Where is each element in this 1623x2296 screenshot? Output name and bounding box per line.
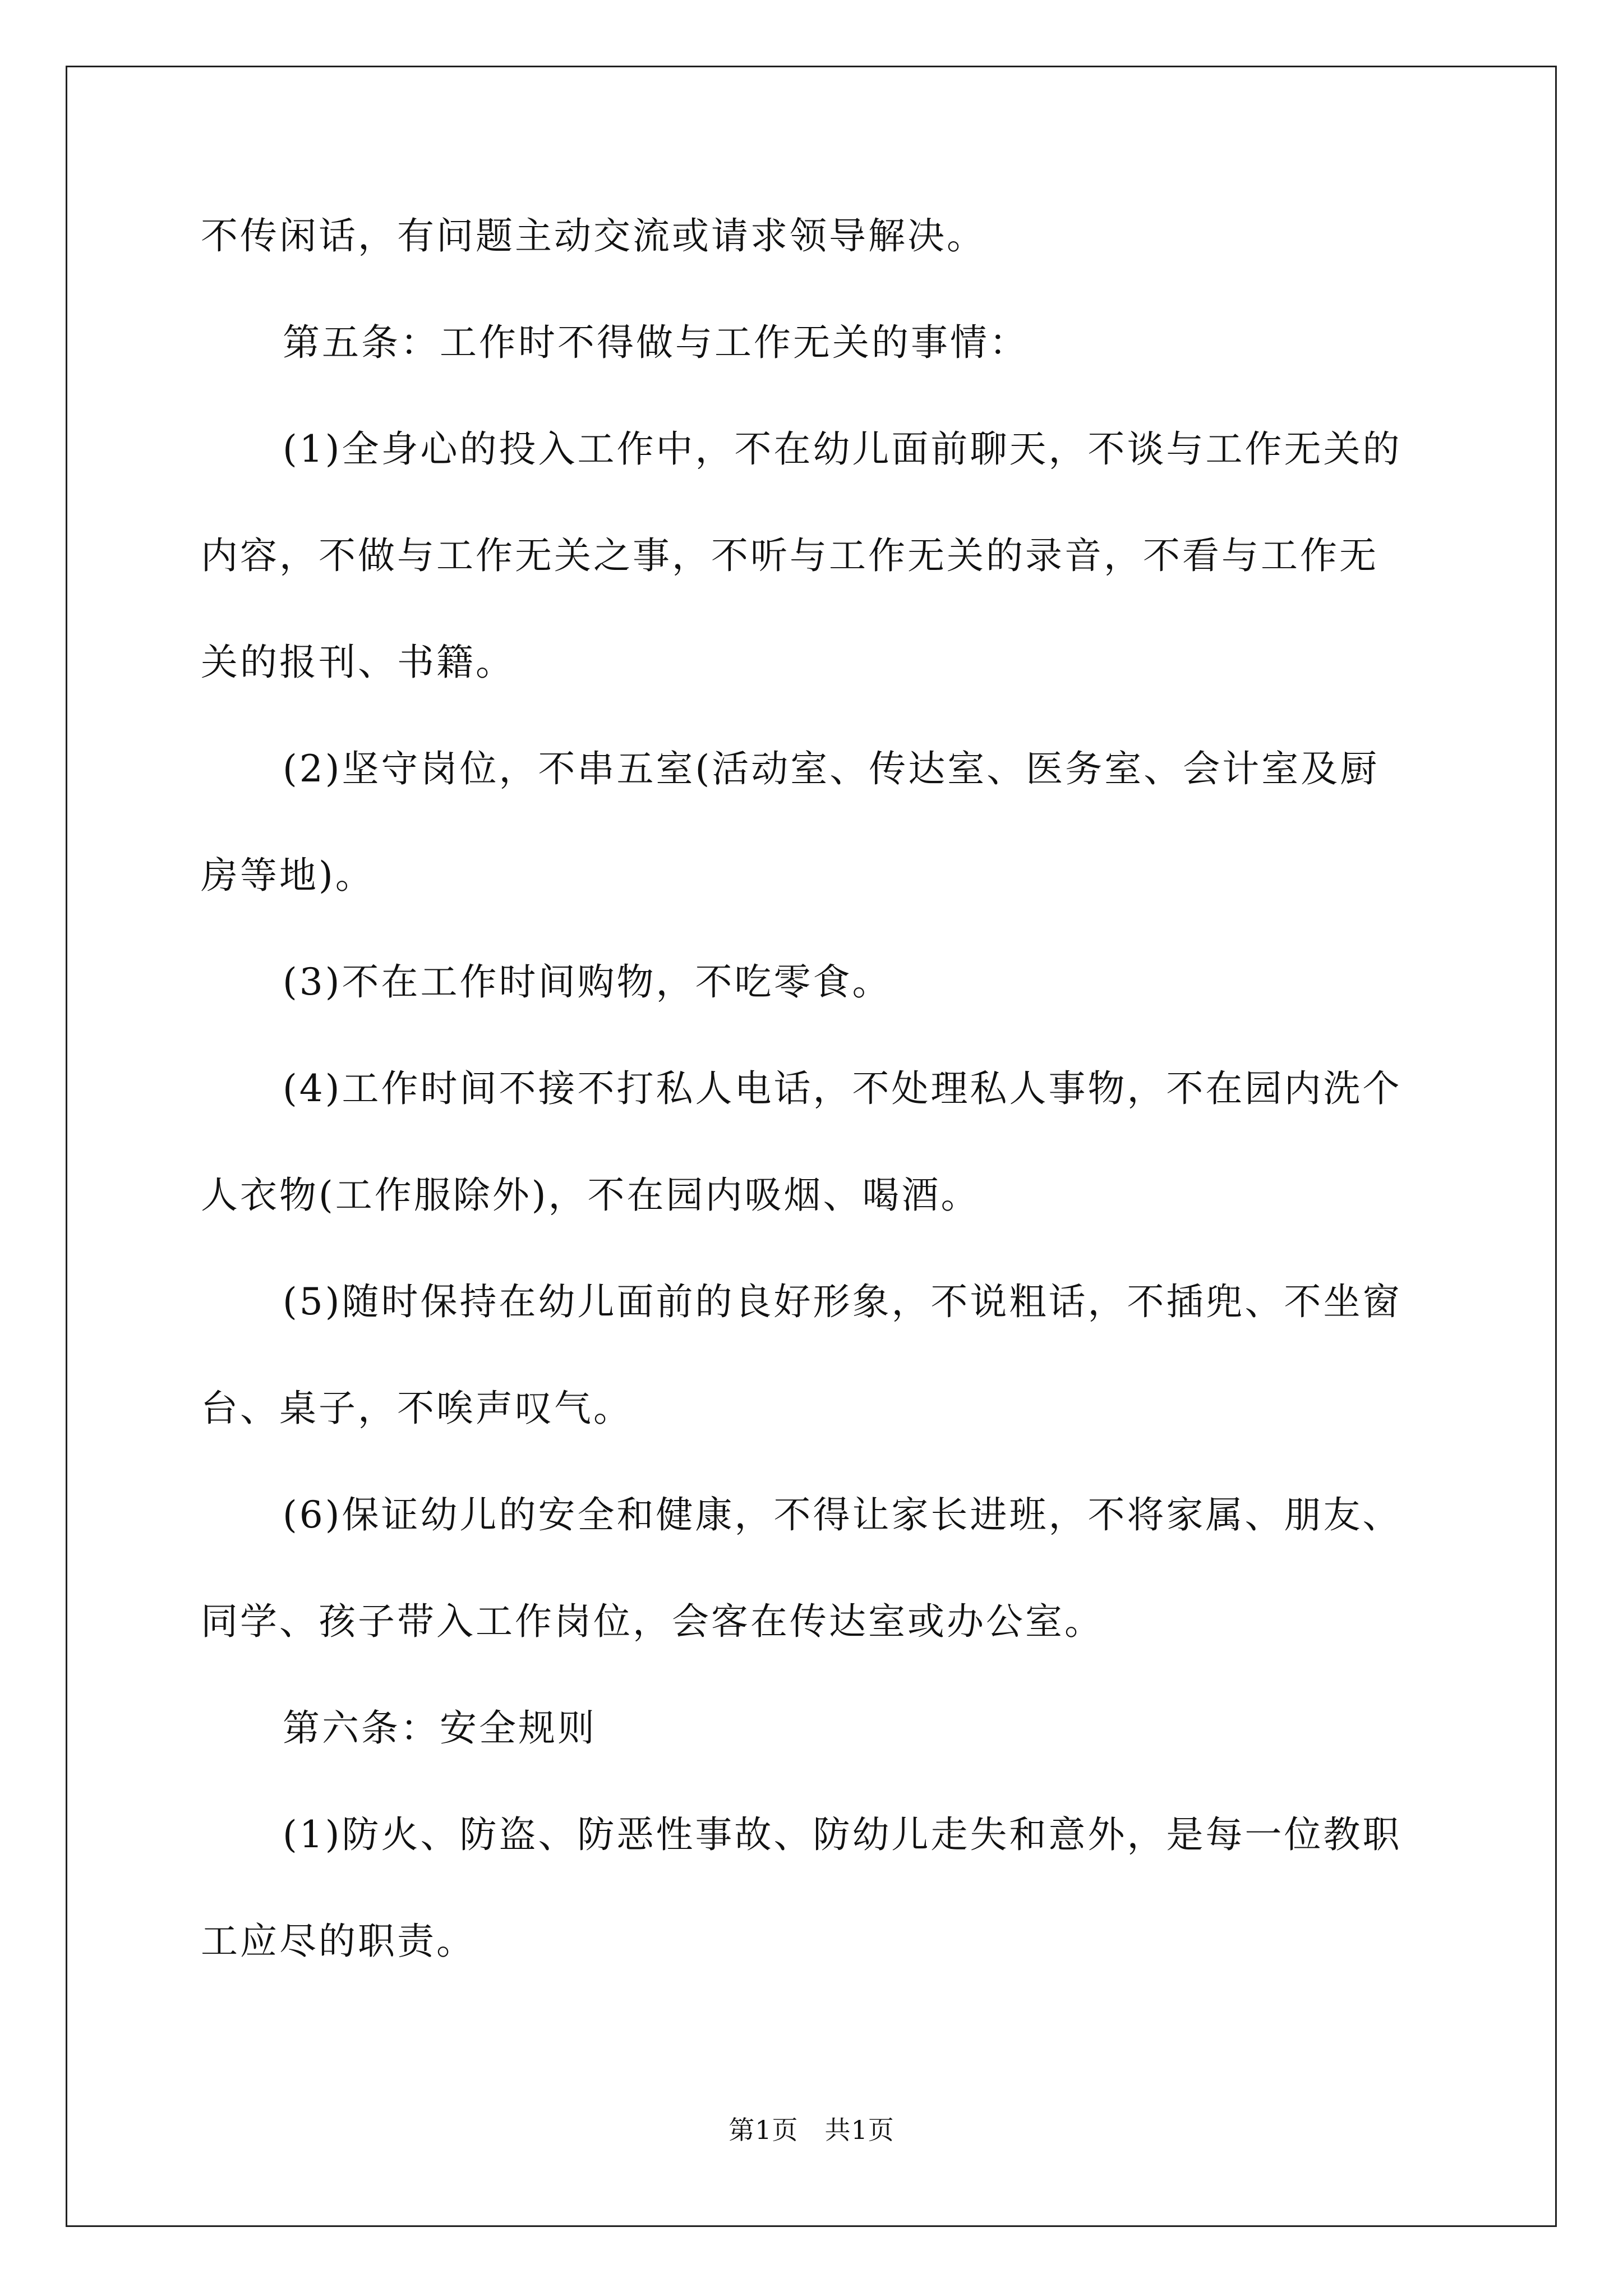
- text-line: 同学、孩子带入工作岗位，会客在传达室或办公室。: [201, 1600, 1104, 1643]
- text-line: 不传闲话，有问题主动交流或请求领导解决。: [201, 214, 986, 257]
- section-heading: 第五条：工作时不得做与工作无关的事情：: [283, 321, 1029, 364]
- text-line: 关的报刊、书籍。: [201, 641, 515, 684]
- text-line: 内容，不做与工作无关之事，不听与工作无关的录音，不看与工作无: [201, 534, 1378, 577]
- text-line: 房等地)。: [201, 854, 375, 897]
- section-heading: 第六条：安全规则: [283, 1706, 597, 1750]
- text-line: (4)工作时间不接不打私人电话，不处理私人事物，不在园内洗个: [283, 1067, 1402, 1110]
- text-line: (1)防火、防盗、防恶性事故、防幼儿走失和意外，是每一位教职: [283, 1813, 1402, 1856]
- text-line: (6)保证幼儿的安全和健康，不得让家长进班，不将家属、朋友、: [283, 1493, 1402, 1536]
- page-border: [66, 66, 1557, 2227]
- text-line: 人衣物(工作服除外)，不在园内吸烟、喝酒。: [201, 1174, 980, 1217]
- text-line: 台、桌子，不唉声叹气。: [201, 1387, 633, 1430]
- text-line: (5)随时保持在幼儿面前的良好形象，不说粗话，不插兜、不坐窗: [283, 1280, 1402, 1323]
- text-line: (2)坚守岗位，不串五室(活动室、传达室、医务室、会计室及厨: [283, 747, 1380, 790]
- text-line: (1)全身心的投入工作中，不在幼儿面前聊天，不谈与工作无关的: [283, 427, 1402, 471]
- text-line: 工应尽的职责。: [201, 1920, 476, 1963]
- text-line: (3)不在工作时间购物，不吃零食。: [283, 960, 892, 1004]
- page-footer: 第1页 共1页: [728, 2115, 895, 2145]
